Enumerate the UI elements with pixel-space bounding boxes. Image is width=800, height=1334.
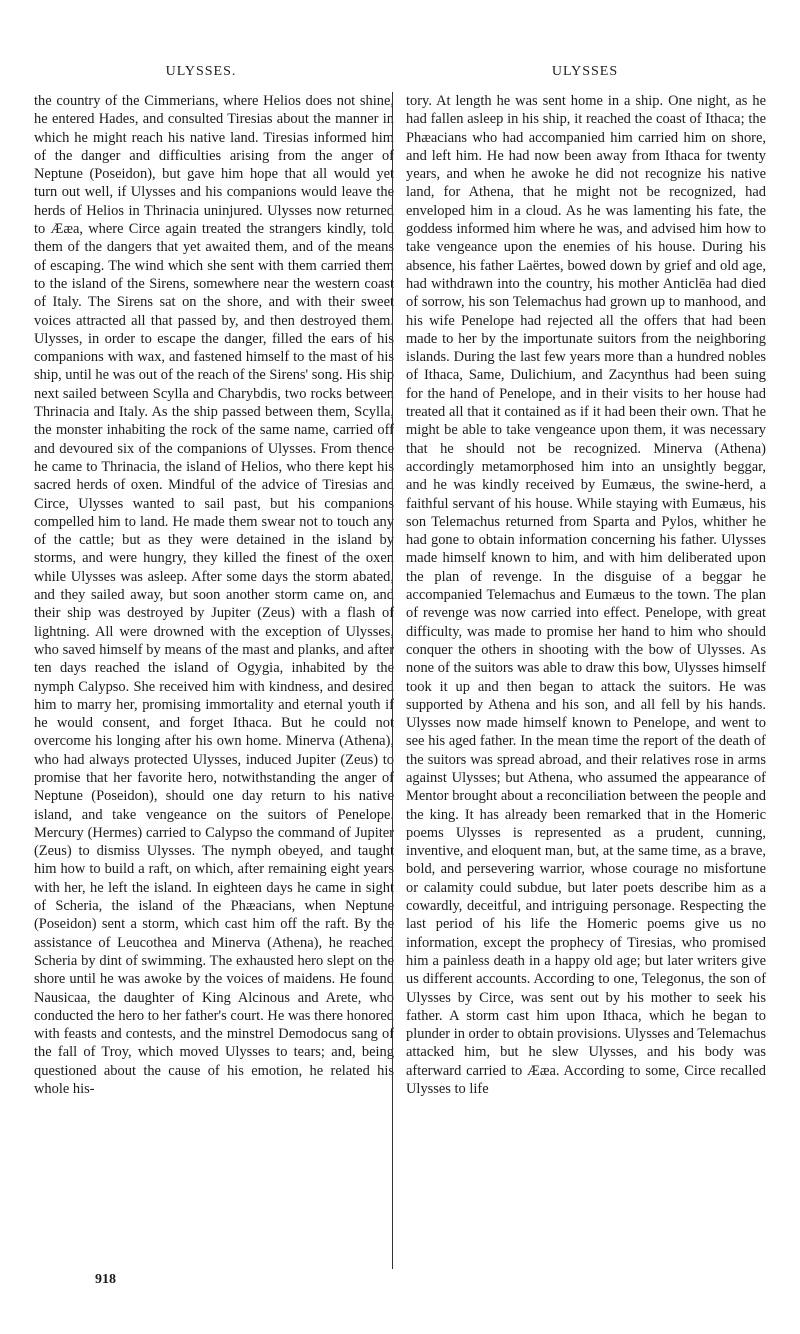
text-column-right [406, 92, 766, 1098]
running-header-right: ULYSSES [551, 64, 619, 79]
column-left-text: the country of the Cimmerians, where Helios does not shine, he entered Hades, and consulted Tiresias about the manner in which he might reach his native land. Tiresias informed him of the danger and difficulties arising from the anger of Neptune (Poseidon), but gave him hope that all would yet turn out well, if Ulysses and his companions would leave the herds of Helios in Thrinacia uninjured. Ulysses now returned to Ææa, where Circe again treated the strangers kindly, told them of the dangers that yet awaited them, and of the means of escaping. The wind which she sent with them carried them to the island of the Sirens, somewhere near the western coast of Italy. The Sirens sat on the shore, and with their sweet voices attracted all that passed by, and then destroyed them. Ulysses, in order to escape the danger, filled the ears of his companions with wax, and fastened himself to the mast of his ship, until he was out of the reach of the Sirens' song. His ship next sailed between Scylla and Charybdis, two rocks between Thrinacia and Italy. As the ship passed between them, Scylla, the monster inhabiting the rock of the same name, carried off and devoured six of the companions of Ulysses. From thence he came to Thrinacia, the island of Helios, who there kept his sacred herds of oxen. Mindful of the advice of Tiresias and Circe, Ulysses wanted to sail past, but his companions compelled him to land. He made them swear not to touch any of the cattle; but as they were detained in the island by storms, and were hungry, they killed the finest of the oxen while Ulysses was asleep. After some days the storm abated, and they sailed away, but soon another storm came on, and their ship was destroyed by Jupiter (Zeus) with a flash of lightning. All were drowned with the exception of Ulysses, who saved himself by means of the mast and planks, and after ten days reached the island of Ogygia, inhabited by the nymph Calypso. She received him with kindness, and desired him to marry her, promising immortality and eternal youth if he would consent, and forget Ithaca. But he could not overcome his longing after his own home. Minerva (Athena), who had always protected Ulysses, induced Jupiter (Zeus) to promise that her favorite hero, notwithstanding the anger of Neptune (Poseidon), should one day return to his native island, and take vengeance on the suitors of Penelope. Mercury (Hermes) carried to Calypso the command of Jupiter (Zeus) to dismiss Ulysses. The nymph obeyed, and taught him how to build a raft, on which, after remaining eight years with her, he left the island. In eighteen days he came in sight of Scheria, the island of the Phæacians, when Neptune (Poseidon) sent a storm, which cast him off the raft. By the assistance of Leucothea and Minerva (Athena), he reached Scheria by dint of swimming. The exhausted hero slept on the shore until he was awoke by the voices of maidens. He found Nausicaa, the daughter of King Alcinous and Arete, who conducted the hero to her father's court. He was there honored with feasts and contests, and the minstrel Demodocus sang of the fall of Troy, which moved Ulysses to tears; and, being questioned about the cause of his emotion, he related his whole his- [34, 93, 394, 1098]
running-header-left: ULYSSES. [165, 64, 237, 79]
column-right-text: tory. At length he was sent home in a ship. One night, as he had fallen asleep in his ship, it reached the coast of Ithaca; the Phæacians who had accompanied him carried him on shore, and left him. He had now been away from Ithaca for twenty years, and when he awoke he did not recognize his native land, for Athena, that he might not be recognized, had enveloped him in a cloud. As he was lamenting his fate, the goddess informed him where he was, and advised him how to take vengeance upon the enemies of his house. During his absence, his father Laërtes, bowed down by grief and old age, had withdrawn into the country, his mother Anticlēa had died of sorrow, his son Telemachus had grown up to manhood, and his wife Penelope had rejected all the offers that had been made to her by the importunate suitors from the neighboring islands. During the last few years more than a hundred nobles of Ithaca, Same, Dulichium, and Zacynthus had been suing for the hand of Penelope, and in their visits to her house had treated all that it contained as if it had been their own. That he might be able to take vengeance upon them, it was necessary that he should not be recognized. Minerva (Athena) accordingly metamorphosed him into an unsightly beggar, and he was kindly received by Eumæus, the swine-herd, a faithful servant of his house. While staying with Eumæus, his son Telemachus returned from Sparta and Pylos, whither he had gone to obtain information concerning his father. Ulysses made himself known to him, and with him deliberated upon the plan of revenge. In the disguise of a beggar he accompanied Telemachus and Eumæus to the town. The plan of revenge was now carried into effect. Penelope, with great difficulty, was made to promise her hand to him who should conquer the others in shooting with the bow of Ulysses. As none of the suitors was able to draw this bow, Ulysses himself took it up and then began to attack the suitors. He was supported by Athena and his son, and all fell by his hands. Ulysses now made himself known to Penelope, and went to see his aged father. In the mean time the report of the death of the suitors was spread abroad, and their relatives rose in arms against Ulysses; but Athena, who assumed the appearance of Mentor brought about a reconciliation between the people and the king. It has already been remarked that in the Homeric poems Ulysses is represented as a prudent, cunning, inventive, and eloquent man, but, at the same time, as a brave, bold, and persevering warrior, whose courage no misfortune or calamity could subdue, but later poets describe him as a cowardly, deceitful, and intriguing personage. Respecting the last period of his life the Homeric poems give us no information, except the prophecy of Tiresias, who promised him a painless death in a happy old age; but later writers give us different accounts. According to one, Telegonus, the son of Ulysses by Circe, was sent out by his mother to seek his father. A storm cast him upon Ithaca, which he began to plunder in order to obtain provisions. Ulysses and Telemachus attacked him, but he slew Ulysses, and his body was afterward carried to Ææa. According to some, Circe recalled Ulysses to life [406, 93, 766, 1098]
column-divider [392, 92, 393, 1269]
page-number: 918 [95, 1272, 116, 1287]
text-column-left [34, 92, 394, 1098]
